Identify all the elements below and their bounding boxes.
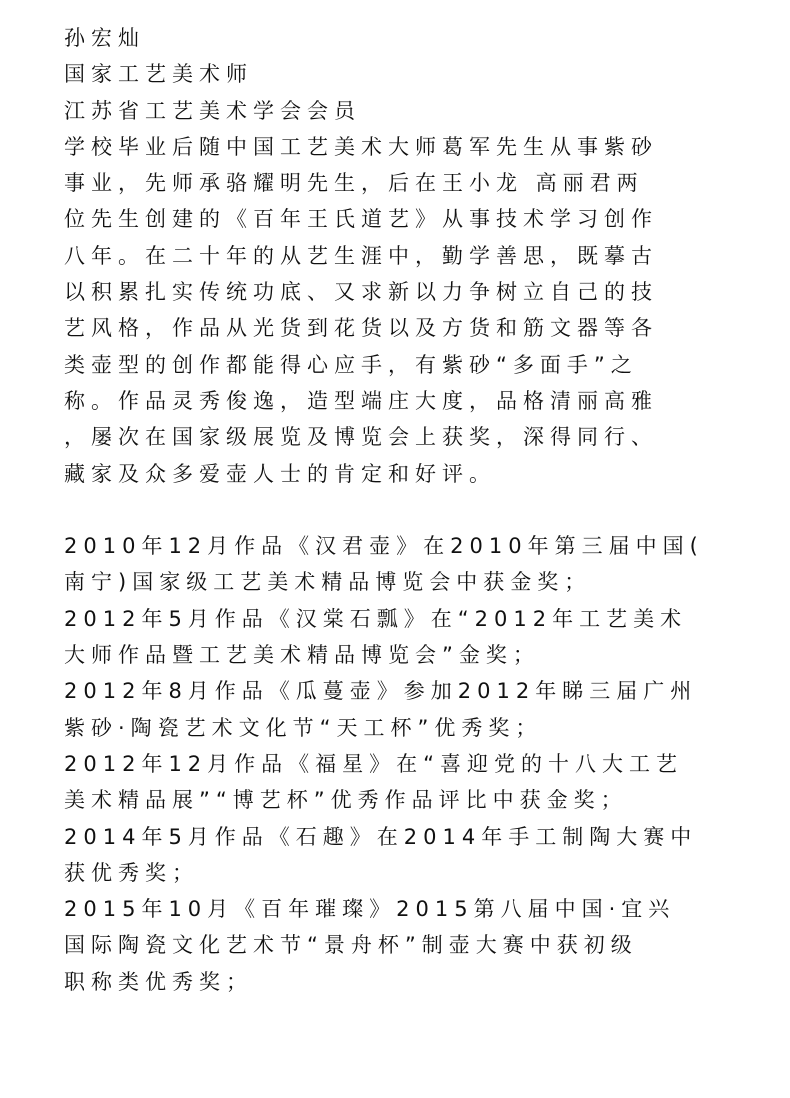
bio-line: 以积累扎实传统功底、又求新以力争树立自己的技 (64, 280, 658, 305)
award-line: 获优秀奖； (64, 860, 199, 885)
artist-name: 孙宏灿 (64, 26, 145, 50)
award-line: 美术精品展”“博艺杯”优秀作品评比中获金奖； (64, 788, 628, 813)
bio-line: 位先生创建的《百年王氏道艺》从事技术学习创作 (64, 207, 658, 232)
award-line: 2012年8月作品《瓜蔓壶》参加2012年睇三届广州 (64, 679, 698, 704)
bio-line: 类壶型的创作都能得心应手，有紫砂“多面手”之 (64, 352, 638, 377)
award-line: 大师作品暨工艺美术精品博览会”金奖； (64, 643, 540, 668)
bio-line: 称。作品灵秀俊逸，造型端庄大度，品格清丽高雅 (64, 388, 658, 413)
document-body (64, 20, 784, 1000)
award-line: 国际陶瓷文化艺术节“景舟杯”制壶大赛中获初级 (64, 933, 638, 958)
artist-title-national: 国家工艺美术师 (64, 62, 253, 87)
awards-list (64, 528, 784, 1000)
artist-title-society: 江苏省工艺美术学会会员 (64, 98, 361, 123)
award-line: 2010年12月作品《汉君壶》在2010年第三届中国( (64, 534, 704, 559)
paragraph-spacer (64, 492, 784, 528)
bio-line: ，屡次在国家级展览及博览会上获奖，深得同行、 (64, 425, 658, 450)
award-line: 南宁)国家级工艺美术精品博览会中获金奖； (64, 570, 592, 595)
bio-line: 艺风格，作品从光货到花货以及方货和筋文器等各 (64, 316, 658, 341)
award-line: 2014年5月作品《石趣》在2014年手工制陶大赛中 (64, 824, 698, 849)
bio-line: 学校毕业后随中国工艺美术大师葛军先生从事紫砂 (64, 134, 658, 159)
award-line: 紫砂·陶瓷艺术文化节“天工杯”优秀奖； (64, 715, 543, 740)
bio-line: 事业，先师承骆耀明先生，后在王小龙 高丽君两 (64, 171, 644, 196)
award-line: 2012年12月作品《福星》在“喜迎党的十八大工艺 (64, 751, 684, 776)
biography-paragraph (64, 129, 784, 492)
award-line: 2012年5月作品《汉棠石瓢》在“2012年工艺美术 (64, 606, 688, 631)
award-line: 职称类优秀奖； (64, 969, 253, 994)
bio-line: 八年。在二十年的从艺生涯中，勤学善思，既摹古 (64, 243, 658, 268)
award-line: 2015年10月《百年璀璨》2015第八届中国·宜兴 (64, 897, 676, 922)
bio-line: 藏家及众多爱壶人士的肯定和好评。 (64, 461, 496, 486)
